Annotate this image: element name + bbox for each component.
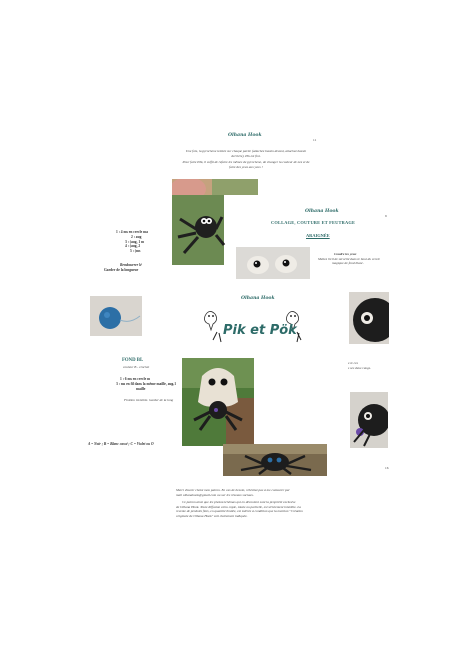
eye-note-line: magique de fond blanc. <box>332 261 364 266</box>
blue-ball-photo <box>90 296 142 336</box>
fond-sub: couleur B - crochet <box>123 365 150 369</box>
page-number-right: 16 <box>385 466 389 470</box>
eye-note-title: Coudre les yeux <box>334 252 357 256</box>
page-number-mid: 9 <box>385 214 387 218</box>
fond-row: 1 : 6 ms en cercle m <box>120 377 151 381</box>
list-item: 5 : (ms <box>130 249 141 254</box>
page-number-top: 11 <box>313 138 317 142</box>
section-subtitle: ARAIGNÉE <box>306 233 330 238</box>
brand-header-mid: Olhana Hook <box>305 209 339 214</box>
thanks-line: Merci d'avoir choisi mon patron. En cas de besoin, n'hésitez pas à me contacter par <box>176 488 290 492</box>
spider-bottom-photo <box>223 444 327 476</box>
brand-header-cover: Olhana Hook <box>241 296 275 301</box>
top-note <box>171 149 321 169</box>
colors-legend: A = Noir ; B = Blanc cassé ; C = Violet ou O <box>88 442 154 446</box>
top-note-line: faire des yeux aux yeux ! <box>229 164 263 169</box>
spider-side-photo <box>350 392 388 448</box>
fond-heading: FOND BL <box>122 358 144 363</box>
thanks-block <box>176 488 328 519</box>
section-title: COLLAGE, COUTURE ET FEUTRAGE <box>271 220 356 225</box>
top-note-line: Pour faire Pök, il suffit de refaire les mêmes de pyrochene, de changer la couleur de nez et de <box>182 160 310 165</box>
remark-line: Rembourrer lé <box>120 263 142 267</box>
list-item: 1 : 4 ms en cercle ma <box>116 230 148 234</box>
eye-note-line: Mettez l'œil de sécurité dans le bout du cercle <box>318 256 380 261</box>
top-note-line: derrière), Pik est fini. <box>231 153 261 158</box>
gauche-list <box>116 230 176 254</box>
brand-header-top: Olhana Hook <box>228 133 262 138</box>
remarks <box>104 263 164 273</box>
list-item: 2 : aug <box>131 234 142 239</box>
thanks-line: de Olhana Hook. Toute diffusion et/ou copie, totale ou partielle, est strictement interdite. La <box>176 504 301 509</box>
right-notes <box>348 361 388 370</box>
fond-row: 3 : ms en fil dans la même maille, aug.1 <box>116 381 176 386</box>
thanks-line: revente de produits finis, en quantité limitée, est tolérée à condition que la mention "Création <box>176 509 303 514</box>
list-item: 4 : (aug, 2 <box>125 244 141 249</box>
right-note-line: s ses deux rangs. <box>348 365 371 370</box>
spider-face-photo <box>349 292 389 344</box>
eyes-photo <box>236 247 310 279</box>
thanks-line: originale de Olhana Hook" soit clairement indiquée. <box>176 513 248 518</box>
eye-note <box>318 252 390 266</box>
fond-rows <box>116 377 180 391</box>
right-note-line: e le ces <box>348 361 358 365</box>
top-note-line: Une fois, la pyrochene teintée sur chaque partie (attachez bassin devant, attachez bassin <box>185 149 307 153</box>
ghost-spider-photo <box>182 358 254 446</box>
remark-line: Garder de la longueur <box>104 267 139 272</box>
cover-logo <box>201 306 309 346</box>
fond-finish: Finition invisible. Garder de la long <box>124 398 174 402</box>
thanks-line: mail olhanahook@gmail.com ou sur les réseaux sociaux. <box>176 492 254 497</box>
list-item: 3 : (aug, 1 m <box>125 239 145 244</box>
cover-title: Pik et Pök <box>223 323 297 338</box>
thanks-line: Ce patron ainsi que les photos/schémas qui en découlent sont la propriété exclusive <box>182 500 296 505</box>
fond-row: maille <box>136 386 146 391</box>
